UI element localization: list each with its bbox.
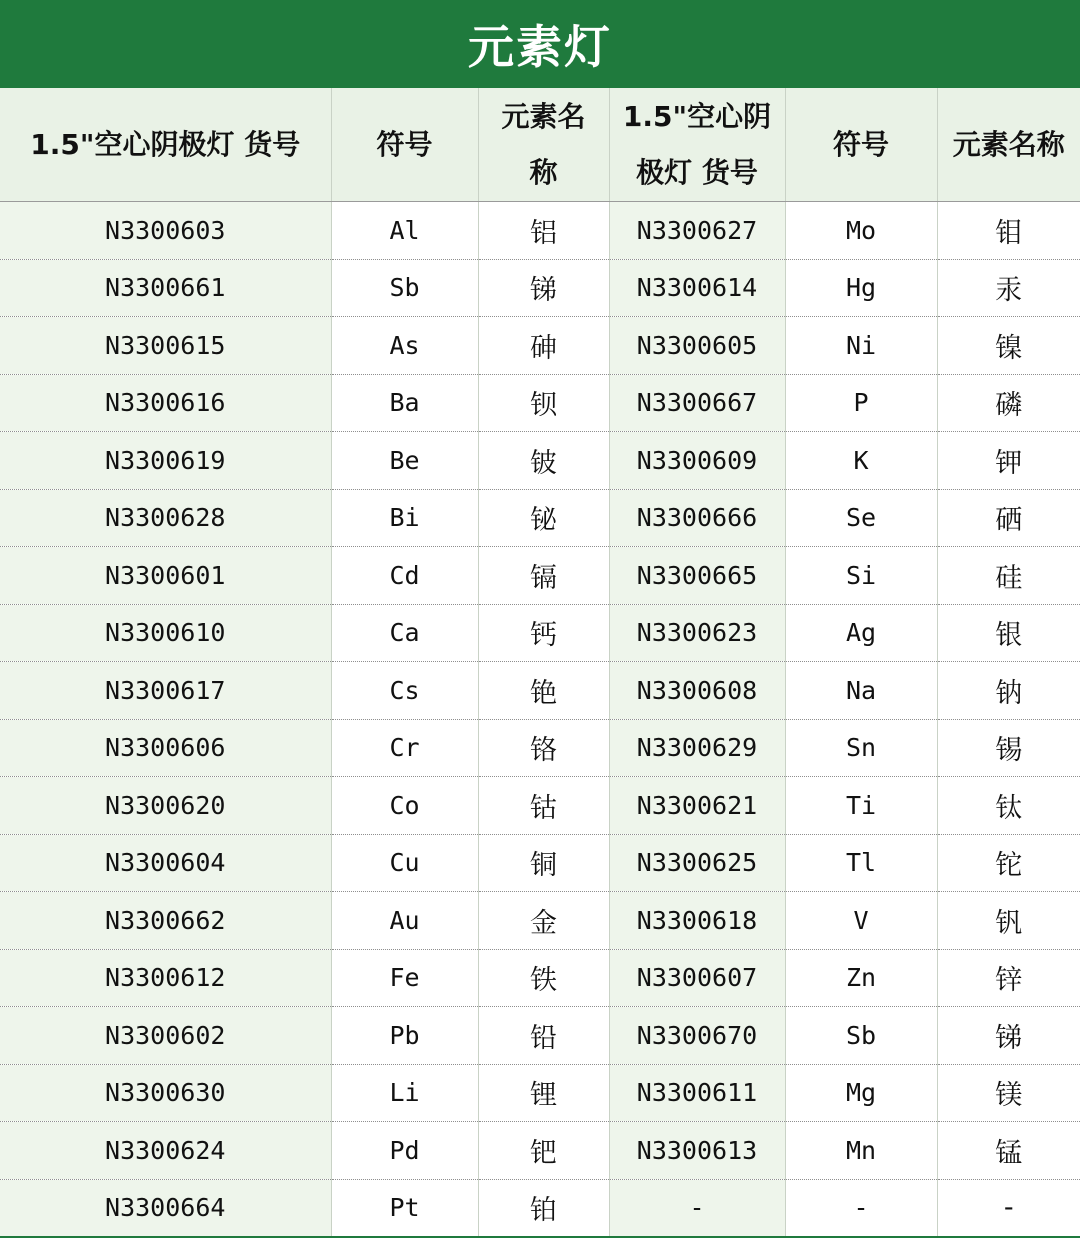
cell-symbol-right: Mo: [785, 202, 937, 260]
cell-catalog-number-right: N3300667: [609, 374, 785, 432]
cell-element-name-right: 铊: [937, 834, 1080, 892]
cell-symbol-left: Co: [331, 777, 478, 835]
cell-catalog-number-right: N3300665: [609, 547, 785, 605]
cell-catalog-number-right: N3300618: [609, 892, 785, 950]
table-row: [0, 604, 1080, 662]
cell-element-name-right: 钼: [937, 202, 1080, 260]
cell-symbol-left: Cd: [331, 547, 478, 605]
cell-symbol-left: Cu: [331, 834, 478, 892]
cell-symbol-right: Ni: [785, 317, 937, 375]
cell-catalog-number-left: N3300620: [0, 777, 331, 835]
cell-catalog-number-left: N3300610: [0, 604, 331, 662]
cell-catalog-number-right: N3300625: [609, 834, 785, 892]
cell-element-name-right: 汞: [937, 259, 1080, 317]
cell-catalog-number-right: N3300608: [609, 662, 785, 720]
cell-catalog-number-right: N3300629: [609, 719, 785, 777]
header-symbol-right: 符号: [785, 88, 937, 202]
cell-element-name-right: 钛: [937, 777, 1080, 835]
cell-symbol-left: Al: [331, 202, 478, 260]
cell-symbol-left: Bi: [331, 489, 478, 547]
table-row: [0, 777, 1080, 835]
cell-catalog-number-right: N3300614: [609, 259, 785, 317]
cell-catalog-number-right: N3300670: [609, 1007, 785, 1065]
cell-element-name-left: 镉: [478, 547, 609, 605]
cell-element-name-left: 铂: [478, 1179, 609, 1237]
cell-element-name-right: 磷: [937, 374, 1080, 432]
table-row: [0, 662, 1080, 720]
cell-element-name-right: 镁: [937, 1064, 1080, 1122]
header-row: [0, 88, 1080, 202]
cell-symbol-left: Cs: [331, 662, 478, 720]
header-catalog-number-right: 1.5"空心阴极灯 货号: [609, 88, 785, 202]
cell-element-name-left: 砷: [478, 317, 609, 375]
cell-catalog-number-left: N3300630: [0, 1064, 331, 1122]
table-row: [0, 202, 1080, 260]
cell-catalog-number-left: N3300604: [0, 834, 331, 892]
cell-catalog-number-right: N3300666: [609, 489, 785, 547]
cell-element-name-right: 锑: [937, 1007, 1080, 1065]
table-row: [0, 1179, 1080, 1237]
cell-symbol-right: Sb: [785, 1007, 937, 1065]
header-symbol-left: 符号: [331, 88, 478, 202]
cell-symbol-left: Pt: [331, 1179, 478, 1237]
cell-element-name-left: 钴: [478, 777, 609, 835]
cell-catalog-number-left: N3300617: [0, 662, 331, 720]
cell-symbol-left: Ba: [331, 374, 478, 432]
cell-symbol-right: Na: [785, 662, 937, 720]
table-row: [0, 374, 1080, 432]
cell-element-name-left: 铜: [478, 834, 609, 892]
cell-element-name-left: 锂: [478, 1064, 609, 1122]
cell-element-name-right: 锡: [937, 719, 1080, 777]
table-body: [0, 202, 1080, 1237]
cell-element-name-right: 银: [937, 604, 1080, 662]
cell-element-name-left: 锑: [478, 259, 609, 317]
cell-symbol-right: -: [785, 1179, 937, 1237]
cell-element-name-right: 钒: [937, 892, 1080, 950]
cell-catalog-number-right: N3300627: [609, 202, 785, 260]
cell-element-name-left: 铁: [478, 949, 609, 1007]
cell-symbol-right: Mn: [785, 1122, 937, 1180]
cell-element-name-right: 钠: [937, 662, 1080, 720]
cell-catalog-number-left: N3300624: [0, 1122, 331, 1180]
cell-symbol-right: Se: [785, 489, 937, 547]
cell-symbol-right: Hg: [785, 259, 937, 317]
cell-catalog-number-right: N3300613: [609, 1122, 785, 1180]
cell-symbol-right: Zn: [785, 949, 937, 1007]
cell-symbol-right: K: [785, 432, 937, 490]
cell-element-name-left: 铅: [478, 1007, 609, 1065]
cell-symbol-left: Be: [331, 432, 478, 490]
cell-element-name-right: 锌: [937, 949, 1080, 1007]
cell-catalog-number-left: N3300628: [0, 489, 331, 547]
cell-symbol-right: Ag: [785, 604, 937, 662]
cell-symbol-right: Sn: [785, 719, 937, 777]
cell-symbol-right: Mg: [785, 1064, 937, 1122]
header-element-name-left: 元素名称: [478, 88, 609, 202]
cell-symbol-left: As: [331, 317, 478, 375]
cell-element-name-right: 硅: [937, 547, 1080, 605]
table-row: [0, 1007, 1080, 1065]
cell-element-name-left: 钙: [478, 604, 609, 662]
cell-symbol-right: Si: [785, 547, 937, 605]
cell-symbol-left: Ca: [331, 604, 478, 662]
table-row: [0, 1122, 1080, 1180]
cell-symbol-left: Au: [331, 892, 478, 950]
cell-catalog-number-left: N3300662: [0, 892, 331, 950]
cell-catalog-number-right: N3300609: [609, 432, 785, 490]
cell-element-name-left: 铬: [478, 719, 609, 777]
cell-catalog-number-left: N3300661: [0, 259, 331, 317]
cell-symbol-right: Tl: [785, 834, 937, 892]
cell-catalog-number-right: N3300621: [609, 777, 785, 835]
table-row: [0, 432, 1080, 490]
table-row: [0, 949, 1080, 1007]
table-row: [0, 834, 1080, 892]
cell-catalog-number-right: N3300605: [609, 317, 785, 375]
cell-catalog-number-right: N3300623: [609, 604, 785, 662]
cell-symbol-left: Fe: [331, 949, 478, 1007]
table-row: [0, 892, 1080, 950]
cell-element-name-left: 金: [478, 892, 609, 950]
cell-element-name-right: -: [937, 1179, 1080, 1237]
cell-symbol-left: Sb: [331, 259, 478, 317]
cell-catalog-number-left: N3300603: [0, 202, 331, 260]
cell-symbol-left: Cr: [331, 719, 478, 777]
table-row: [0, 259, 1080, 317]
table-row: [0, 719, 1080, 777]
cell-element-name-left: 铯: [478, 662, 609, 720]
cell-element-name-right: 钾: [937, 432, 1080, 490]
element-lamp-table: [0, 88, 1080, 1237]
cell-symbol-left: Li: [331, 1064, 478, 1122]
cell-symbol-left: Pd: [331, 1122, 478, 1180]
table-title: 元素灯: [0, 0, 1080, 88]
cell-catalog-number-left: N3300602: [0, 1007, 331, 1065]
cell-catalog-number-left: N3300615: [0, 317, 331, 375]
cell-catalog-number-left: N3300619: [0, 432, 331, 490]
cell-catalog-number-left: N3300664: [0, 1179, 331, 1237]
cell-element-name-left: 铋: [478, 489, 609, 547]
cell-element-name-right: 镍: [937, 317, 1080, 375]
cell-catalog-number-left: N3300601: [0, 547, 331, 605]
cell-element-name-left: 钡: [478, 374, 609, 432]
cell-element-name-left: 铝: [478, 202, 609, 260]
cell-catalog-number-left: N3300606: [0, 719, 331, 777]
cell-catalog-number-left: N3300616: [0, 374, 331, 432]
cell-catalog-number-right: -: [609, 1179, 785, 1237]
cell-element-name-left: 钯: [478, 1122, 609, 1180]
header-element-name-right: 元素名称: [937, 88, 1080, 202]
table-row: [0, 547, 1080, 605]
cell-element-name-left: 铍: [478, 432, 609, 490]
cell-catalog-number-left: N3300612: [0, 949, 331, 1007]
cell-symbol-right: V: [785, 892, 937, 950]
cell-catalog-number-right: N3300611: [609, 1064, 785, 1122]
cell-element-name-right: 锰: [937, 1122, 1080, 1180]
cell-element-name-right: 硒: [937, 489, 1080, 547]
table-row: [0, 317, 1080, 375]
table-header: [0, 88, 1080, 202]
cell-catalog-number-right: N3300607: [609, 949, 785, 1007]
cell-symbol-right: P: [785, 374, 937, 432]
table-row: [0, 489, 1080, 547]
cell-symbol-left: Pb: [331, 1007, 478, 1065]
header-catalog-number-left: 1.5"空心阴极灯 货号: [0, 88, 331, 202]
table-row: [0, 1064, 1080, 1122]
cell-symbol-right: Ti: [785, 777, 937, 835]
